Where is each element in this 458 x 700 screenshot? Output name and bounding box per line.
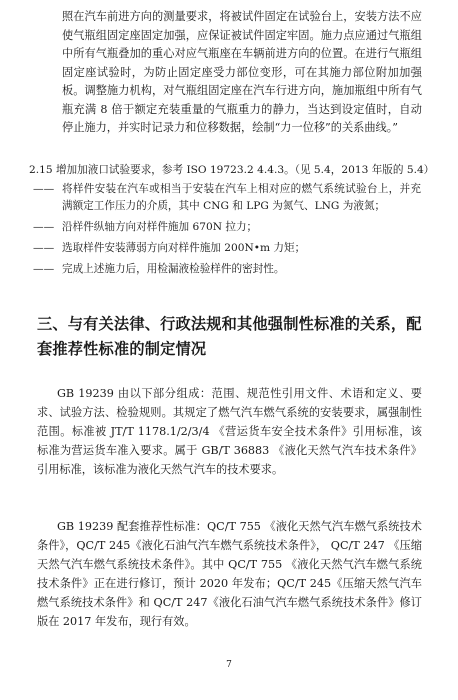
list-item (33, 219, 433, 236)
list-item (33, 240, 433, 257)
continuation-paragraph: 照在汽车前进方向的测量要求，将被试件固定在试验台上，安装方法不应使气瓶组固定座固定加强，应保证被试件固定牢固。施力点应通过气瓶组中所有气瓶叠加的重心对应气瓶座在车辆前进方向的位置。在进行气瓶组固定座试验时，为防止固定座受力部位变形，可在其施力部位附加加强板。调整施力机构，对气瓶组固定座在汽车行进方向，施加瓶组中所有气瓶充满 8 倍于额定充装重量的气瓶重力的静力，当达到设定值时，自动停止施力，并实时记录力和位移数据，绘制“力一位移”的关系曲线。” (62, 10, 422, 134)
body-paragraph-1: GB 19239 由以下部分组成：范围、规范性引用文件、术语和定义、要求、试验方法、检验规则。其规定了燃气汽车燃气系统的安装要求，属强制性范围。标准被 JT/T 1178.1/2/3/4 《营运货车安全技术条件》引用标准，该标准为营运货车准入要求。属于 GB/T 36883 《液化天然气汽车技术条件》引用标准，该标准为液化天然气汽车的技术要求。 (37, 387, 422, 476)
body-paragraph-2: GB 19239 配套推荐性标准：QC/T 755 《液化天然气汽车燃气系统技术条件》，QC/T 245《液化石油气汽车燃气系统技术条件》， QC/T 247 《压缩天然气汽车燃气系统技术条件》。其中 QC/T 755 《液化天然气汽车燃气系统技术条件》正在进行修订，预计 2020 年发布；QC/T 245《压缩天然气汽车燃气系统技术条件》和 QC/T 247《液化石油气汽车燃气系统技术条件》修订版在 2017 年发布，现行有效。 (37, 520, 422, 628)
list-item-text: 完成上述施力后，用检漏液检验样件的密封性。 (62, 263, 285, 275)
list-item (33, 181, 433, 215)
page-number: 7 (226, 660, 232, 670)
section-2-15-title: 2.15 增加加液口试验要求，参考 ISO 19723.2 4.4.3。（见 5.4，2013 年版的 5.4） (29, 164, 435, 176)
list-item-text: 选取样件安装薄弱方向对样件施加 200N•m 力矩； (62, 242, 306, 254)
dash-marker: —— (33, 221, 55, 233)
section-3-heading: 三、与有关法律、行政法规和其他强制性标准的关系，配套推荐性标准的制定情况 (37, 315, 422, 358)
requirement-list (33, 181, 433, 278)
dash-marker: —— (33, 242, 55, 254)
list-item-text: 沿样件纵轴方向对样件施加 670N 拉力； (62, 221, 258, 233)
dash-marker: —— (33, 263, 55, 275)
list-item (33, 261, 433, 278)
dash-marker: —— (33, 183, 55, 195)
list-item-text: 将样件安装在汽车或相当于安装在汽车上相对应的燃气系统试验台上，并充满额定工作压力的介质，其中 CNG 和 LPG 为氮气、LNG 为液氮； (62, 183, 421, 212)
